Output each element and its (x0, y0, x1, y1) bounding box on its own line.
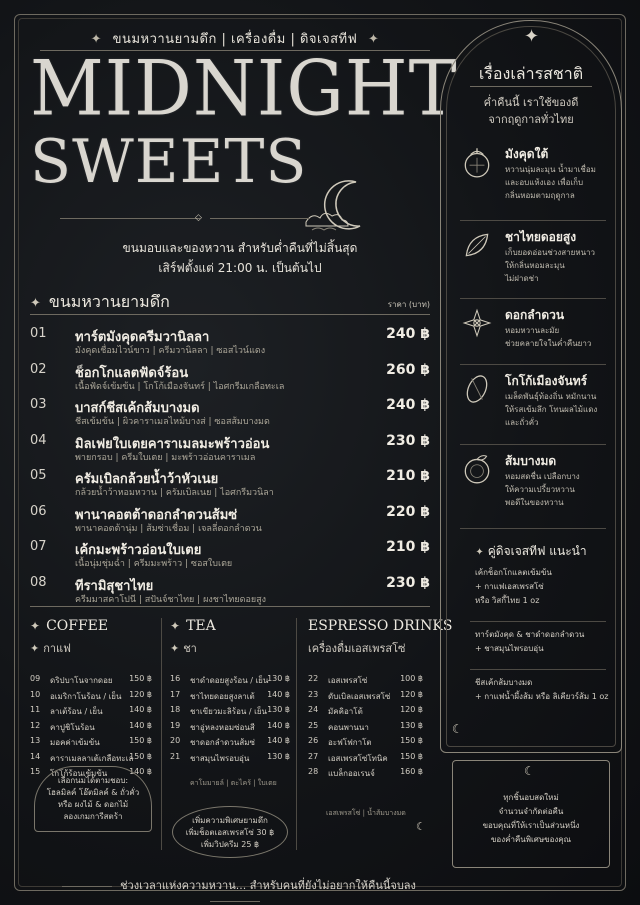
divider (460, 298, 606, 299)
tagline-part: ขนมหวานยามดึก (112, 32, 217, 47)
ingredient-description (505, 470, 580, 509)
milk-options-note (34, 766, 152, 832)
note-line: เพิ่มช็อตเอสเพรสโซ่ 30 ฿ (185, 828, 275, 837)
dessert-item (30, 326, 430, 358)
ingredient-item (460, 228, 610, 288)
drink-name: ชาไทยดอยสูงลาเต้ (190, 691, 255, 701)
tea-title-text: TEA (186, 618, 216, 634)
tea-title (170, 618, 216, 634)
drink-item (308, 752, 423, 764)
pairing-line: + กาแฟเอสเพรสโซ่ (475, 582, 544, 591)
dessert-item (30, 539, 430, 571)
crescent-moon-icon: ☾ (416, 820, 426, 833)
drink-name: ชาอู่หลงหอมซ่อนสี (190, 722, 255, 732)
drink-price: 130 ฿ (267, 674, 290, 683)
note-line: เพิ่มความพิเศษยามดึก (192, 816, 268, 825)
drink-name: แบล็กออเรนจ์ (328, 769, 375, 778)
ingredient-description (505, 246, 595, 285)
crescent-moon-cloud-icon (298, 178, 378, 238)
drink-price: 120 ฿ (129, 689, 152, 699)
pairing-line: + กาแฟน้ำผึ้งส้ม หรือ ลิเคียวร์ส้ม 1 oz (475, 692, 609, 701)
drink-price: 120 ฿ (400, 689, 423, 699)
footer-text: ช่วงเวลาแห่งความหวาน... สำหรับคนที่ยังไม่อยากให้คืนนี้จบลง (120, 879, 416, 892)
ingredient-desc-line: หอมสดชื่น เปลือกบาง (505, 472, 580, 481)
ingredient-desc-line: เก็บยอดอ่อนช่วงสายหนาว (505, 248, 596, 257)
drink-price: 150 ฿ (129, 751, 152, 761)
drink-number: 15 (30, 767, 41, 776)
drink-price: 150 ฿ (129, 674, 152, 683)
drink-name: เอสเพรสโซ่ (328, 676, 368, 685)
subtitle-line: ขนมอบและของหวาน สำหรับค่ำคืนที่ไม่สิ้นสุด (122, 241, 358, 255)
ingredient-desc-line: พอดีในของหวาน (505, 498, 564, 507)
drink-price: 140 ฿ (267, 720, 290, 730)
ingredient-desc-line: และอบแห้งเอง เพื่อเก็บ (505, 178, 584, 187)
drink-name: มัคคิอาโต้ (328, 707, 363, 716)
header-tagline: ✦ ขนมหวานยามดึก | เครื่องดื่ม | ดิจเจสทีฟ ✦ (90, 32, 380, 47)
item-number: 06 (30, 503, 47, 519)
diamond-icon: ◇ (195, 213, 202, 223)
drink-number: 24 (308, 705, 319, 714)
drink-number: 16 (170, 674, 181, 683)
pairing-line: ชีสเค้กส้มบางมด (475, 678, 533, 687)
drink-price: 150 ฿ (400, 751, 423, 761)
espresso-subtitle: เครื่องดื่มเอสเพรสโซ่ (308, 642, 406, 655)
drink-item (170, 736, 290, 748)
espresso-column (308, 618, 452, 657)
drink-number: 26 (308, 736, 319, 745)
sparkle-icon: ✦ (30, 642, 40, 655)
drink-price: 140 ฿ (129, 705, 152, 714)
divider (460, 528, 606, 529)
drink-item (308, 721, 423, 733)
sparkle-icon: ✦ (170, 619, 181, 633)
desserts-heading (30, 290, 170, 315)
closing-line: ทุกชิ้นอบสดใหม่ (503, 793, 559, 802)
drink-item (170, 674, 290, 686)
pairing-item (475, 628, 615, 656)
sparkle-icon: ✦ (367, 32, 380, 47)
ingredient-name: มังคุดใต้ (505, 147, 549, 161)
ingredient-item (460, 452, 610, 512)
dessert-item (30, 433, 430, 465)
orange-icon (460, 452, 494, 486)
pairing-line: + ชาสมุนไพรอบอุ่น (475, 644, 544, 653)
drink-name: คาราเมลลาเต้เกลือทะเล (50, 753, 134, 763)
item-description: เนื้อฟัดจ์เข้มข้น | โกโก้เมืองจันทร์ | ไอศกรีมเกลือทะเล (75, 381, 285, 392)
drink-item (308, 690, 423, 702)
item-name: ครัมเบิลกล้วยน้ำว้าหัวเนย (75, 472, 219, 487)
item-description: เนื้อนุ่มชุ่มฉ่ำ | ครีมมะพร้าว | ซอสใบเตย (75, 559, 233, 569)
extras-note (172, 806, 288, 858)
note-line: ลองเกมการีสตร้า (63, 812, 123, 821)
drink-price: 160 ฿ (400, 767, 423, 776)
divider (470, 86, 592, 87)
crescent-moon-icon: ☾ (452, 722, 463, 736)
drink-item (30, 674, 152, 686)
drink-name: ชาดอกลำดวนส้มซ่ (190, 738, 255, 747)
drink-item (170, 721, 290, 733)
drink-price: 140 ฿ (267, 689, 290, 699)
tagline-part: เครื่องดื่ม (231, 32, 286, 47)
pairing-line: ทาร์ตมังคุด & ชาดำดอกลำดวน (475, 630, 585, 639)
lamduan-flower-icon (460, 306, 494, 340)
divider (30, 606, 430, 607)
drink-name: ดับเบิลเอสเพรสโซ่ (328, 691, 391, 701)
item-name: เค้กมะพร้าวอ่อนใบเตย (75, 543, 202, 558)
column-divider (161, 618, 162, 850)
item-price: 220 ฿ (386, 503, 430, 520)
item-price: 240 ฿ (386, 326, 430, 342)
drink-number: 17 (170, 689, 181, 699)
ingredient-description (505, 390, 597, 429)
item-description: ครีมมาสคาโปนี | สปันจ์ชาไทย | ผงชาไทยดอยสูง (75, 594, 267, 605)
pairing-line: เค้กช็อกโกแลตเข้มข้น (475, 568, 552, 577)
ingredient-desc-line: ไม่ฝาดช่า (505, 274, 539, 283)
coffee-title-text: COFFEE (46, 618, 109, 634)
item-price: 240 ฿ (386, 397, 430, 413)
ingredient-desc-line: และถั่วคั่ว (505, 418, 539, 427)
ingredient-item (460, 306, 610, 366)
item-number: 07 (30, 539, 47, 554)
tea-column (170, 618, 216, 657)
pairing-title (446, 542, 616, 561)
ingredient-name: โกโก้เมืองจันทร์ (505, 374, 588, 388)
drink-price: 130 ฿ (400, 720, 423, 730)
drink-number: 13 (30, 736, 41, 745)
drink-name: ชาดำดอยสูงร้อน / เย็น (190, 676, 269, 685)
ingredient-desc-line: กลิ่นหอมตามฤดูกาล (505, 191, 575, 200)
closing-line: ขอบคุณที่ให้เราเป็นส่วนหนึ่ง (482, 821, 580, 830)
drink-number: 20 (170, 736, 181, 745)
drink-number: 23 (308, 689, 319, 699)
item-name: ทาร์ตมังคุดครีมวานิลลา (75, 330, 210, 345)
pairing-title-text: คู่ดิจเจสทีฟ แนะนำ (487, 544, 587, 558)
coffee-subtitle-text: กาแฟ (43, 642, 71, 655)
tea-subtitle (170, 639, 216, 657)
item-number: 05 (30, 468, 47, 483)
coffee-title (30, 618, 108, 634)
footer (40, 876, 430, 905)
drink-name: ลาเต้ร้อน / เย็น (50, 707, 103, 716)
drink-price: 140 ฿ (129, 720, 152, 730)
ingredient-desc-line: ให้ความเปรี้ยวหวาน (505, 485, 575, 494)
story-title: เรื่องเล่ารสชาติ (478, 64, 584, 83)
drink-item (308, 705, 423, 717)
herbal-note: คาโมมายล์ | ตะไคร้ | ใบเตย (190, 779, 277, 787)
ingredient-desc-line: ให้กลิ่นหอมละมุน (505, 261, 565, 270)
dessert-item (30, 468, 430, 500)
drink-price: 130 ฿ (267, 751, 290, 761)
ingredient-description (505, 163, 596, 202)
ingredient-desc-line: เมล็ดพันธุ์ท้องถิ่น หมักนาน (505, 392, 597, 401)
ingredient-desc-line: หอมหวานละมัย (505, 326, 560, 335)
drink-name: ชาเขียวมะลิร้อน / เย็น (190, 707, 268, 716)
subtitle-line: เสิร์ฟตั้งแต่ 21:00 น. เป็นต้นไป (158, 261, 322, 275)
tea-subtitle-text: ชา (183, 642, 197, 655)
mangosteen-icon (460, 145, 494, 179)
sparkle-icon: ✦ (524, 26, 540, 47)
drink-item (30, 752, 152, 764)
drink-number: 14 (30, 751, 41, 761)
page-title-line1: MIDNIGHT (30, 43, 458, 133)
header-subtitle (40, 238, 440, 278)
divider (470, 621, 606, 622)
drink-price: 140 ฿ (129, 767, 152, 776)
drink-number: 25 (308, 720, 319, 730)
pairing-line: หรือ วิสกี้ไทย 1 oz (475, 596, 540, 605)
ingredient-desc-line: ช่วยคลายใจในค่ำคืนยาว (505, 339, 592, 348)
divider (460, 364, 606, 365)
crescent-moon-icon: ☾ (524, 764, 535, 778)
item-price: 210 ฿ (386, 539, 430, 555)
tagline-part: ดิจเจสทีฟ (299, 32, 358, 47)
divider (62, 886, 112, 887)
item-name: มิลเฟยใบเตยคาราเมลมะพร้าวอ่อน (75, 436, 270, 452)
page-title-line2: SWEETS (30, 127, 308, 197)
drink-number: 19 (170, 720, 181, 730)
drink-item (30, 736, 152, 748)
drink-name: คอนพานนา (328, 722, 369, 732)
dessert-item (30, 362, 430, 394)
ingredient-name: ส้มบางมด (505, 454, 557, 468)
item-number: 04 (30, 432, 47, 448)
ingredient-item (460, 145, 610, 205)
drink-name: คาปูชิโนร้อน (50, 722, 95, 732)
story-subtitle-line: ค่ำคืนนี้ เราใช้ของดี (483, 96, 579, 109)
drink-item (308, 736, 423, 748)
item-description: พานาคอตต้านุ่ม | ส้มซ่าเชื่อม | เจลลี่ดอกลำดวน (75, 523, 262, 534)
drink-number: 12 (30, 720, 41, 730)
sparkle-icon: ✦ (170, 642, 180, 655)
drink-number: 22 (308, 674, 319, 683)
dessert-item (30, 504, 430, 536)
ingredient-desc-line: หวานนุ่มละมุน น้ำมาเชื่อม (505, 165, 596, 174)
note-line: หรือ ผงไม้ & ดอกไม้ (57, 800, 129, 809)
tea-leaf-icon (460, 228, 494, 262)
drink-item (30, 705, 152, 717)
divider (210, 218, 310, 219)
item-number: 03 (30, 397, 47, 412)
drink-price: 100 ฿ (400, 674, 423, 683)
item-name: ทีรามิสุชาไทย (75, 578, 154, 594)
espresso-title: ESPRESSO DRINKS (308, 618, 453, 634)
coffee-column (30, 618, 108, 657)
divider (470, 669, 606, 670)
pairing-item (475, 676, 615, 704)
price-column-label: ราคา (บาท) (387, 300, 430, 309)
drink-price: 150 ฿ (400, 736, 423, 745)
drink-number: 21 (170, 751, 181, 761)
drink-item (170, 752, 290, 764)
item-number: 01 (30, 326, 47, 341)
coffee-subtitle (30, 639, 108, 657)
pairing-item (475, 566, 615, 608)
drink-name: อเมริกาโนร้อน / เย็น (50, 691, 122, 701)
closing-line: จำนวนจำกัดต่อคืน (498, 807, 564, 816)
item-price: 260 ฿ (386, 361, 430, 378)
drink-item (308, 674, 423, 686)
drink-item (170, 705, 290, 717)
item-description: มังคุดเชื่อมไวน์ขาว | ครีมวานิลลา | ซอสไวน์แดง (75, 346, 266, 356)
item-price: 210 ฿ (386, 468, 430, 484)
sparkle-icon: ✦ (30, 296, 41, 311)
drink-name: ชาสมุนไพรอบอุ่น (190, 753, 250, 763)
drink-item (30, 690, 152, 702)
item-description: ชีสเข้มข้น | ผิวคาราเมลไหม้บางส่ | ซอสส้มบางมด (75, 417, 270, 427)
ingredient-name: ชาไทยดอยสูง (505, 230, 577, 244)
drink-name: ดริปบาโนจากดอย (50, 676, 113, 685)
drink-price: 150 ฿ (129, 736, 152, 745)
story-subtitle-line: จากฤดูกาลทั่วไทย (488, 113, 574, 126)
divider (60, 218, 200, 219)
item-number: 08 (30, 574, 47, 590)
drink-number: 27 (308, 751, 319, 761)
ingredient-description (505, 324, 591, 350)
note-line: โฮลมิลค์ โอ๊ตมิลค์ & ถั่วคั่ว (46, 788, 140, 797)
sparkle-icon: ✦ (30, 619, 41, 633)
item-description: กล้วยน้ำว้าหอมหวาน | ครัมเบิลเนย | ไอศกรีมวนิลา (75, 488, 274, 498)
drink-item (30, 721, 152, 733)
drink-name: เอสเพรสโซ่โทนิค (328, 753, 388, 763)
ingredient-item (460, 372, 610, 432)
ingredient-desc-line: ให้รสเข้มลึก โทนผลไม้แดง (505, 405, 598, 414)
divider (460, 220, 606, 221)
closing-line: ของค่ำคืนพิเศษของคุณ (490, 835, 572, 844)
cacao-pod-icon (460, 372, 494, 406)
dessert-item (30, 575, 430, 607)
drink-name: มอคค่าเข้มข้น (50, 738, 100, 747)
item-name: ช็อกโกแลตฟัดจ์ร้อน (75, 365, 189, 381)
item-price: 230 ฿ (386, 432, 430, 449)
item-description: พายกรอบ | ครีมใบเตย | มะพร้าวอ่อนคาราเมล (75, 452, 256, 463)
drink-item (308, 767, 423, 779)
drink-number: 10 (30, 689, 41, 699)
dessert-item (30, 397, 430, 429)
drink-price: 120 ฿ (400, 705, 423, 714)
drink-number: 18 (170, 705, 181, 714)
note-line: เพิ่มวิปครีม 25 ฿ (200, 840, 260, 849)
drink-price: 140 ฿ (267, 736, 290, 745)
drink-item (170, 690, 290, 702)
story-subtitle (446, 94, 616, 128)
drink-number: 28 (308, 767, 319, 776)
item-number: 02 (30, 361, 47, 377)
drink-name: อะฟโฟกาโต (328, 738, 372, 747)
item-price: 230 ฿ (386, 574, 430, 591)
divider (30, 314, 430, 315)
divider (460, 444, 606, 445)
sparkle-icon: ✦ (90, 32, 103, 47)
desserts-heading-text: ขนมหวานยามดึก (48, 292, 170, 311)
sparkle-icon: ✦ (475, 547, 484, 558)
item-name: บาสก์ชีสเค้กส้มบางมด (75, 401, 200, 416)
drink-number: 11 (30, 705, 41, 714)
column-divider (296, 618, 297, 850)
drink-price: 130 ฿ (267, 705, 290, 714)
divider (210, 901, 260, 902)
drink-name: โกโก้ร้อนเข้มข้น (50, 769, 108, 778)
note-line: เลือกนมได้ตามชอบ: (57, 776, 129, 785)
ingredient-name: ดอกลำดวน (505, 308, 565, 322)
drink-number: 09 (30, 674, 41, 683)
espresso-last-note: เอสเพรสโซ่ | น้ำส้มบางมด (326, 809, 406, 817)
item-name: พานาคอตต้าดอกลำดวนส้มซ่ (75, 507, 238, 523)
